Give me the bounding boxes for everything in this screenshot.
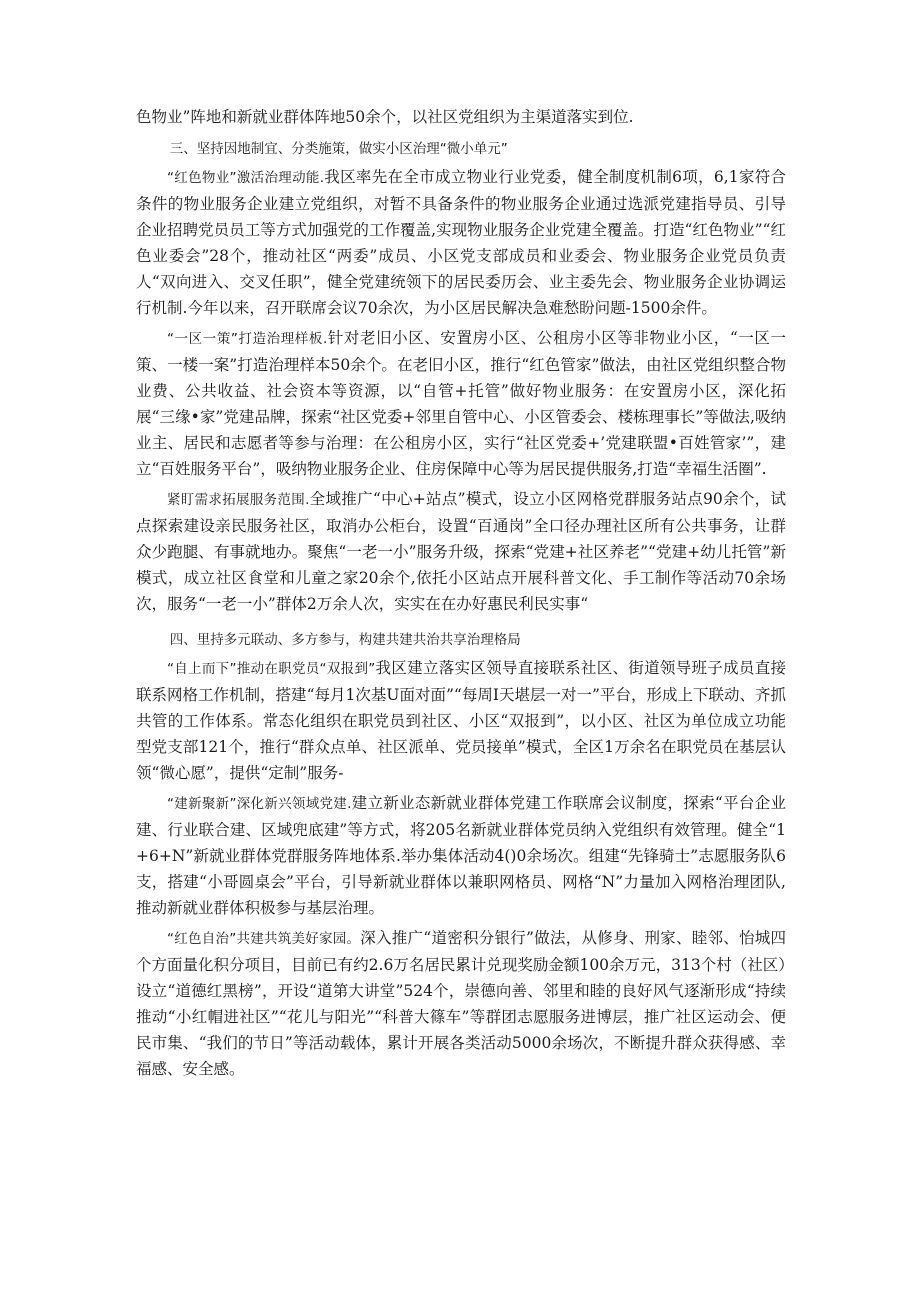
paragraph-text: 针对老旧小区、安置房小区、公租房小区等非物业小区，“一区一策、一楼一案”打造治理样本50余个。在老旧小区，推行“红色管家”做法，由社区党组织整合物业费、公共收益、社会资本等资源，以“自管+托管”做好物业服务：在安置房小区，深化拓展“三缘•家”党建品牌，探索“社区党委+邻里自管中心、小区管委会、楼栋理事长”等做法,吸纳业主、居民和志愿者等参与治理：在公租房小区，实行“社区党委+’党建联盟•百姓管家’”，建立“百姓服务平台”，吸纳物业服务企业、住房保障中心等为居民提供服务,打造“幸福生活圈”. (136, 329, 786, 478)
paragraph-text: 深入推广“道密积分银行”做法，从修身、刑家、睦邻、怡城四个方面量化积分项目，目前已有约2.6万名居民累计兑现奖励金额100余万元，313个村（社区）设立“道德红黑榜”，开设“道第大讲堂”524个，崇德向善、邻里和睦的良好风气逐渐形成“持续推动“小红帽进社区”“花儿与阳光”“科普大篠车”等群团志愿服务进博层，推广社区运动会、便民市集、“我们的节日”等活动载体，累计开展各类活动5000余场次，不断提升群众获得感、幸福感、安全感。 (136, 929, 786, 1078)
paragraph-lead: “红色自治”共建共筑美好家园。 (167, 931, 361, 947)
document-body (136, 104, 786, 1082)
paragraph-text: 建立新业态新就业群体党建工作联席会议制度，探索“平台企业建、行业联合建、区域兜底建”等方式，将205名新就业群体党员纳入党组织有效管理。健全“1+6+N”新就业群体党群服务阵地体系.举办集体活动4()0余场次。组建“先锋骑士”志愿服务队6支，搭建“小哥圆桌会”平台，引导新就业群体以兼职网格员、网格“N”力量加入网格治理团队,推动新就业群体积极参与基层治理。 (136, 794, 786, 917)
paragraph-lead: 紧盯需求拓展服务范围. (167, 492, 310, 508)
paragraph-lead: “自上而下”推动在职党员“双报到” (167, 661, 376, 677)
paragraph-one-district-one-policy (136, 325, 786, 482)
paragraph-double-report (136, 655, 786, 786)
paragraph-service-scope (136, 486, 786, 617)
section-heading-4: 四、里持多元联动、多方参与，构建共建共治共享治理格局 (169, 632, 521, 648)
section-heading-3: 三、坚持因地制宜、分类施策，做实小区治理“微小单元” (169, 141, 508, 157)
paragraph-lead: “一区一策”打造治理样板. (167, 331, 328, 347)
paragraph-continuation: 色物业”阵地和新就业群体阵地50余个，以社区党组织为主渠道落实到位. (136, 108, 634, 126)
paragraph-lead: “建新聚新”深化新兴领域党建. (167, 796, 352, 812)
paragraph-red-autonomy (136, 925, 786, 1082)
paragraph-red-property (136, 164, 786, 321)
paragraph-text: 我区建立落实区领导直接联系社区、街道领导班子成员直接联系网格工作机制，搭建“每月1次基U面对面”“每周I天堪层一对一”平台，形成上下联动、齐抓共管的工作体系。常态化组织在职党员到社区、小区“双报到”，以小区、社区为单位成立功能型党支部121个，推行“群众点单、社区派单、党员接单”模式，全区1万余名在职党员在基层认领“微心愿”，提供“定制”服务- (136, 659, 786, 782)
paragraph-text: 我区率先在全市成立物业行业党委，健全制度机制6项，6,1家符合条件的物业服务企业建立党组织，对暂不具备条件的物业服务企业通过选派党建指导员、引导企业招聘党员员工等方式加强党的工作覆盖,实现物业服务企业党建全覆盖。打造“红色物业”“红色业委会”28个，推动社区“两委”成员、小区党支部成员和业委会、物业服务企业党员负责人“双向进入、交叉任职”，健全党建统领下的居民委历会、业主委先会、物业服务企业协调运行机制.今年以来，召开联席会议70余次，为小区居民解决急难愁盼问题-1500余件。 (136, 168, 786, 317)
paragraph-new-sectors (136, 790, 786, 921)
paragraph-lead: “红色物业”激活治理动能. (167, 170, 324, 186)
paragraph-text: 全域推广“中心+站点”模式，设立小区网格党群服务站点90余个，试点探索建设亲民服务社区，取消办公柜台，设置“百通岗”全口径办理社区所有公共事务，让群众少跑腿、有事就地办。聚焦“一老一小”服务升级，探索“党建+社区养老”“党建+幼儿托管”新模式，成立社区食堂和儿童之家20余个,依托小区站点开展科普文化、手工制作等活动70余场次，服务“一老一小”群体2万余人次，实实在在办好惠民利民实事“ (136, 490, 786, 613)
